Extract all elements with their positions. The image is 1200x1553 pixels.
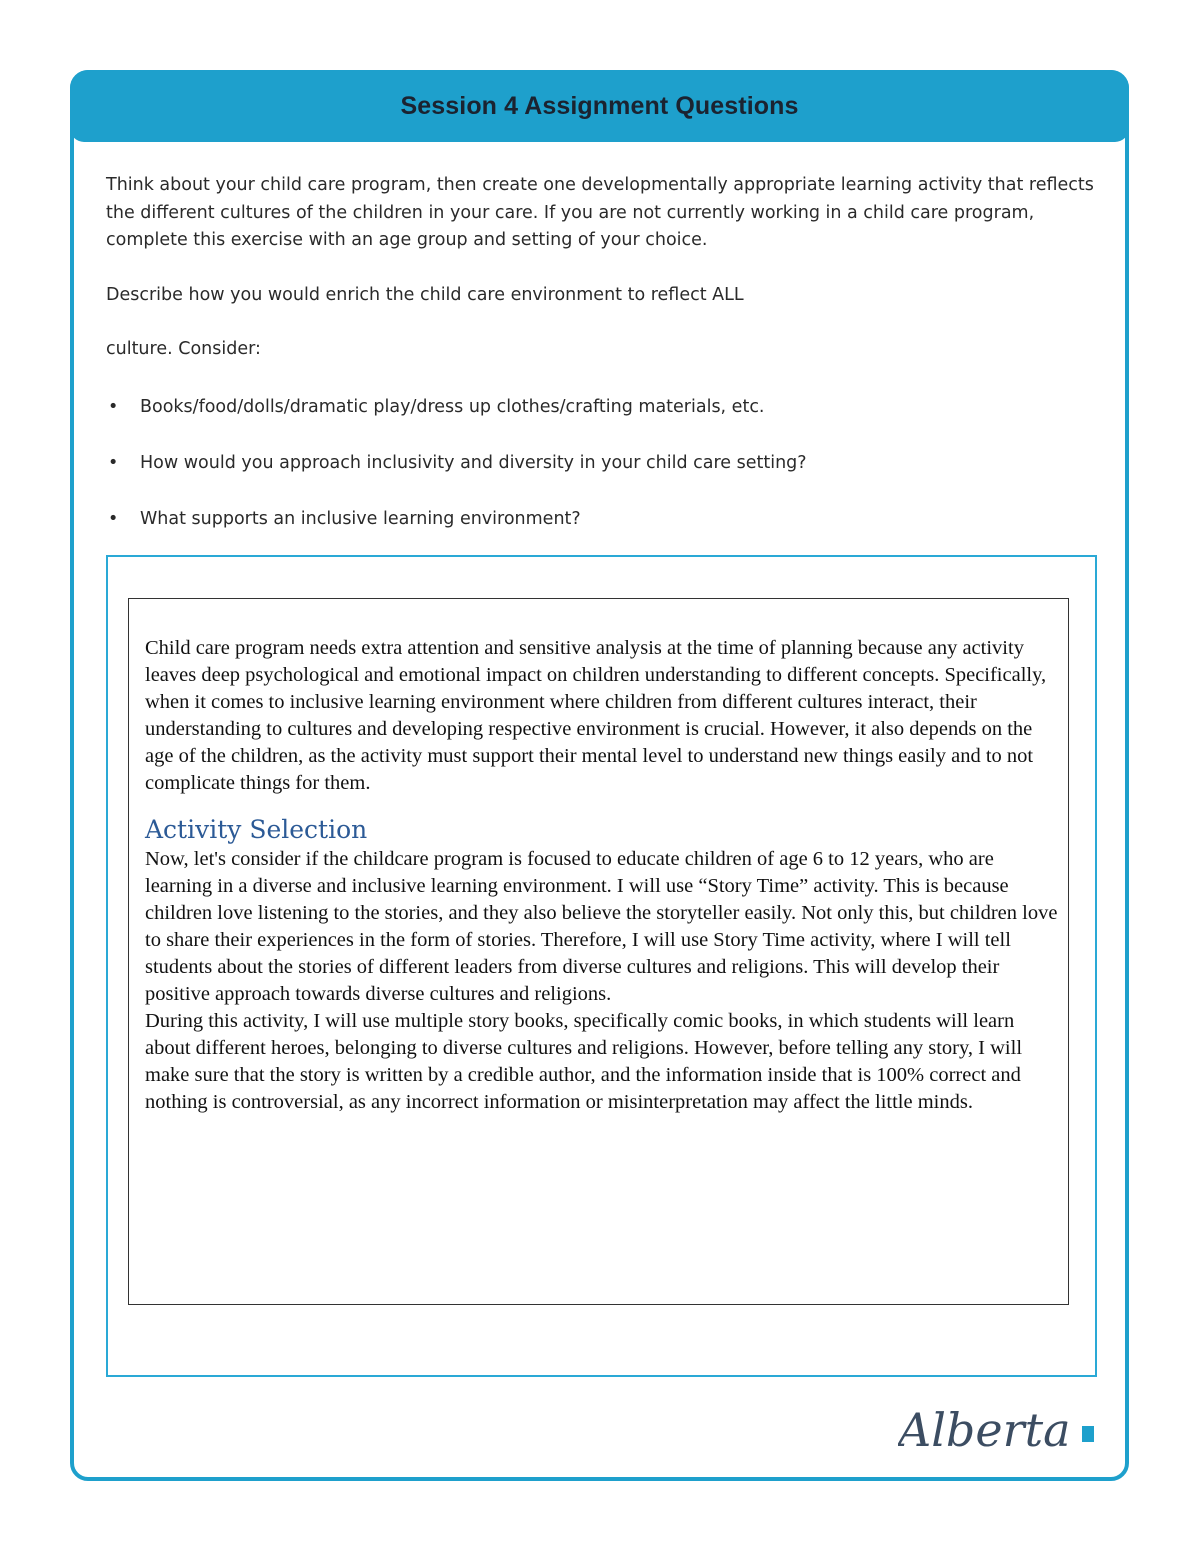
- answer-paragraph-method: During this activity, I will use multiple story books, specifically comic books, in which students will learn about different heroes, belonging to diverse cultures and religions. However, before telling any story, I will make sure that the story is written by a credible author, and the information inside that is 100% correct and nothing is controversial, as any incorrect information or misinterpretation may affect the little minds.: [145, 1010, 1023, 1113]
- alberta-logo-mark: [1082, 1426, 1094, 1442]
- bullet-marker: •: [108, 509, 119, 529]
- title-banner: [70, 70, 1129, 142]
- list-item-text: Books/food/dolls/dramatic play/dress up clothes/crafting materials, etc.: [140, 397, 765, 417]
- list-item: [106, 394, 1106, 421]
- list-item: [106, 506, 1106, 533]
- activity-selection-heading: Activity Selection: [145, 815, 368, 844]
- list-item: [106, 450, 1106, 477]
- instructions: [106, 172, 1106, 364]
- list-item-text: How would you approach inclusivity and diversity in your child care setting?: [140, 453, 807, 473]
- answer-content: [145, 635, 1060, 1116]
- bullet-marker: •: [108, 453, 119, 473]
- answer-paragraph-intro: Child care program needs extra attention and sensitive analysis at the time of planning because any activity leaves deep psychological and emotional impact on children understanding to different concepts. Specifically, when it comes to inclusive learning environment where children from different cultures interact, their understanding to cultures and developing respective environment is crucial. However, it also depends on the age of the children, as the activity must support their mental level to understand new things easily and to not complicate things for them.: [145, 637, 1047, 794]
- consider-list: [106, 394, 1106, 562]
- page-title: Session 4 Assignment Questions: [400, 91, 799, 120]
- list-item-text: What supports an inclusive learning environment?: [140, 509, 581, 529]
- alberta-logo: [898, 1394, 1098, 1458]
- instruction-prompt: Describe how you would enrich the child care environment to reflect ALL: [106, 284, 744, 305]
- instruction-paragraph: Think about your child care program, then create one developmentally appropriate learning activity that reflects the different cultures of the children in your care. If you are not currently working in a child care program, complete this exercise with an age group and setting of your choice.: [106, 175, 1094, 250]
- bullet-marker: •: [108, 397, 119, 417]
- alberta-logo-text: Alberta: [898, 1403, 1071, 1457]
- instruction-consider: culture. Consider:: [106, 339, 261, 359]
- answer-paragraph-activity: Now, let's consider if the childcare program is focused to educate children of age 6 to 12 years, who are learning in a diverse and inclusive learning environment. I will use “Story Time” activity. This is because children love listening to the stories, and they also believe the storyteller easily. Not only this, but children love to share their experiences in the form of stories. Therefore, I will use Story Time activity, where I will tell students about the stories of different leaders from diverse cultures and religions. This will develop their positive approach towards diverse cultures and religions.: [145, 848, 1058, 1005]
